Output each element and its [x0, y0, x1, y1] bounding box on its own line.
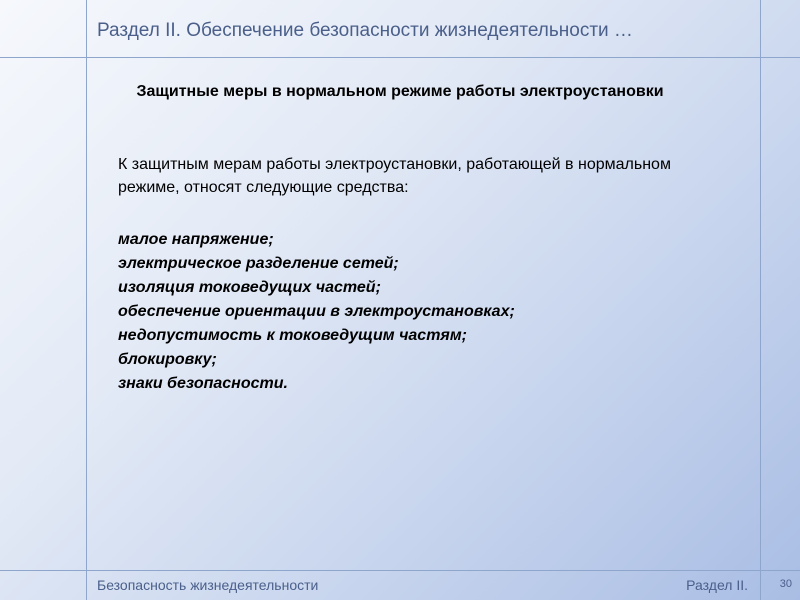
- footer-course-title: Безопасность жизнедеятельности: [97, 577, 319, 593]
- intro-paragraph: К защитным мерам работы электроустановки, работающей в нормальном режиме, относят следующие средства:: [118, 156, 671, 196]
- protective-measures-list: [118, 228, 738, 396]
- slide-header-title: Раздел II. Обеспечение безопасности жизнедеятельности …: [97, 20, 633, 41]
- list-item: малое напряжение;: [118, 231, 274, 248]
- footer-section-label: Раздел II.: [686, 577, 748, 593]
- list-item: обеспечение ориентации в электроустановках;: [118, 303, 515, 320]
- list-item: изоляция токоведущих частей;: [118, 279, 381, 296]
- page-number: 30: [779, 578, 792, 590]
- list-item: электрическое разделение сетей;: [118, 255, 399, 272]
- list-item: знаки безопасности.: [118, 375, 288, 392]
- left-guide-line: [86, 0, 87, 600]
- header-divider: [0, 57, 800, 58]
- footer-divider: [0, 570, 800, 571]
- right-guide-line: [760, 0, 761, 600]
- list-item: блокировку;: [118, 351, 217, 368]
- list-item: недопустимость к токоведущим частям;: [118, 327, 467, 344]
- slide-heading: Защитные меры в нормальном режиме работы электроустановки: [136, 83, 664, 100]
